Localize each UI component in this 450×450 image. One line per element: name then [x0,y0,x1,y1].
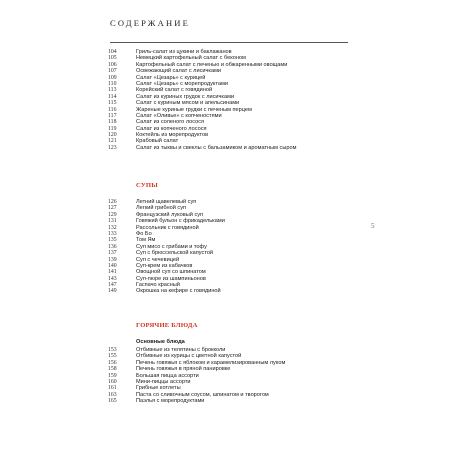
entry-page: 156 [108,359,117,366]
subsection-title-main-dishes: Основные блюда [136,339,185,345]
header-divider [110,42,348,43]
entry-title: Салат из копченого лосося [136,125,207,132]
toc-entry[interactable] [108,288,225,294]
soups-list [108,199,225,295]
entry-page: 139 [108,256,117,263]
entry-page: 105 [108,55,117,62]
entry-page: 129 [108,211,117,218]
entry-title: Салат «Оливье» с копченостями [136,112,222,119]
entry-page: 116 [108,106,117,113]
entry-page: 132 [108,224,117,231]
entry-page: 107 [108,68,117,75]
toc-entry[interactable] [108,398,285,404]
entry-page: 147 [108,282,117,289]
entry-title: Грибные котлеты [136,385,181,392]
entry-title: Суп-пюре из шампиньонов [136,275,206,282]
entry-page: 121 [108,138,117,145]
entry-title: Легкий грибной суп [136,205,187,212]
entry-page: 136 [108,243,117,250]
entry-page: 135 [108,237,117,244]
entry-title: Печень говяжья с яблоком и карамелизированным луком [136,359,286,366]
entry-title: Корейский салат с говядиной [136,87,213,94]
entry-title: Салат «Цезарь» с морепродуктами [136,80,228,87]
entry-title: Суп мисо с грибами и тофу [136,243,207,250]
entry-title: Рассольник с говядиной [136,224,199,231]
entry-page: 160 [108,378,117,385]
entry-title: Освежающий салат с лисичками [136,68,222,75]
entry-page: 140 [108,262,117,269]
entry-title: Суп с брюссельской капустой [136,250,214,257]
entry-page: 158 [108,366,117,373]
entry-title: Отбивные из курицы с цветной капустой [136,353,242,360]
entry-title: Большая пицца ассорти [136,372,199,379]
entry-title: Коктейль из морепродуктов [136,132,209,139]
section-title-hot-dishes: ГОРЯЧИЕ БЛЮДА [136,322,198,329]
entry-page: 131 [108,218,117,225]
entry-title: Говяжий бульон с фрикадельками [136,218,225,225]
entry-title: Суп-крем из кабачков [136,262,193,269]
salads-list [108,49,296,151]
entry-title: Отбивные из телятины с брокколи [136,347,226,353]
entry-title: Салат из тыквы и свеклы с бальзамиком и ароматным сыром [136,144,297,151]
entry-page: 149 [108,288,117,295]
entry-page: 104 [108,49,117,55]
entry-title: Печень говяжья в пряной панировке [136,366,231,373]
entry-page: 126 [108,199,117,205]
entry-page: 141 [108,269,117,276]
entry-title: Немецкий картофельный салат с беконом [136,55,246,62]
entry-title: Том Ям [136,237,156,244]
entry-title: Летний щавелевый суп [136,199,197,205]
entry-title: Салат «Цезарь» с курицей [136,74,206,81]
entry-page: 110 [108,80,117,87]
entry-title: Овощной суп со шпинатом [136,269,206,276]
entry-page: 109 [108,74,117,81]
entry-page: 127 [108,205,117,212]
entry-page: 115 [108,100,117,107]
entry-title: Салат с куриным мясом и апельсинами [136,100,240,107]
entry-title: Картофельный салат с печенью и обжаренными овощами [136,61,288,68]
entry-page: 143 [108,275,117,282]
hot-dishes-list [108,347,285,405]
entry-page: 153 [108,347,117,353]
entry-page: 159 [108,372,117,379]
section-title-soups: СУПЫ [136,182,158,189]
entry-page: 137 [108,250,117,257]
entry-title: Гаспачо красный [136,282,180,289]
entry-page: 117 [108,112,117,119]
entry-page: 119 [108,125,117,132]
entry-title: Фо Бо [136,230,152,237]
entry-title: Французский луковый суп [136,211,204,218]
entry-title: Крабовый салат [136,138,179,145]
entry-title: Салат из куриных грудок с лисичками [136,93,235,100]
entry-title: Мини-пиццы ассорти [136,378,191,385]
entry-title: Гриль-салат из цукини и баклажанов [136,49,232,55]
toc-entry[interactable] [108,145,296,151]
entry-page: 114 [108,93,117,100]
entry-page: 165 [108,398,117,405]
side-page-number: 5 [371,222,375,230]
entry-page: 113 [108,87,117,94]
entry-page: 133 [108,230,117,237]
entry-title: Паэлья с морепродуктами [136,398,205,405]
entry-page: 123 [108,144,117,151]
entry-title: Салат из соленого лосося [136,119,205,126]
entry-title: Окрошка на кефире с говядиной [136,288,221,295]
page-title: СОДЕРЖАНИЕ [110,18,191,28]
entry-page: 106 [108,61,117,68]
entry-page: 118 [108,119,117,126]
entry-page: 120 [108,132,117,139]
entry-page: 161 [108,385,117,392]
entry-page: 155 [108,353,117,360]
entry-title: Жареные куриные грудки с печеным перцем [136,106,252,113]
entry-title: Паста со сливочным соусом, шпинатом и творогом [136,391,269,398]
entry-page: 163 [108,391,117,398]
entry-title: Суп с чечевицей [136,256,180,263]
